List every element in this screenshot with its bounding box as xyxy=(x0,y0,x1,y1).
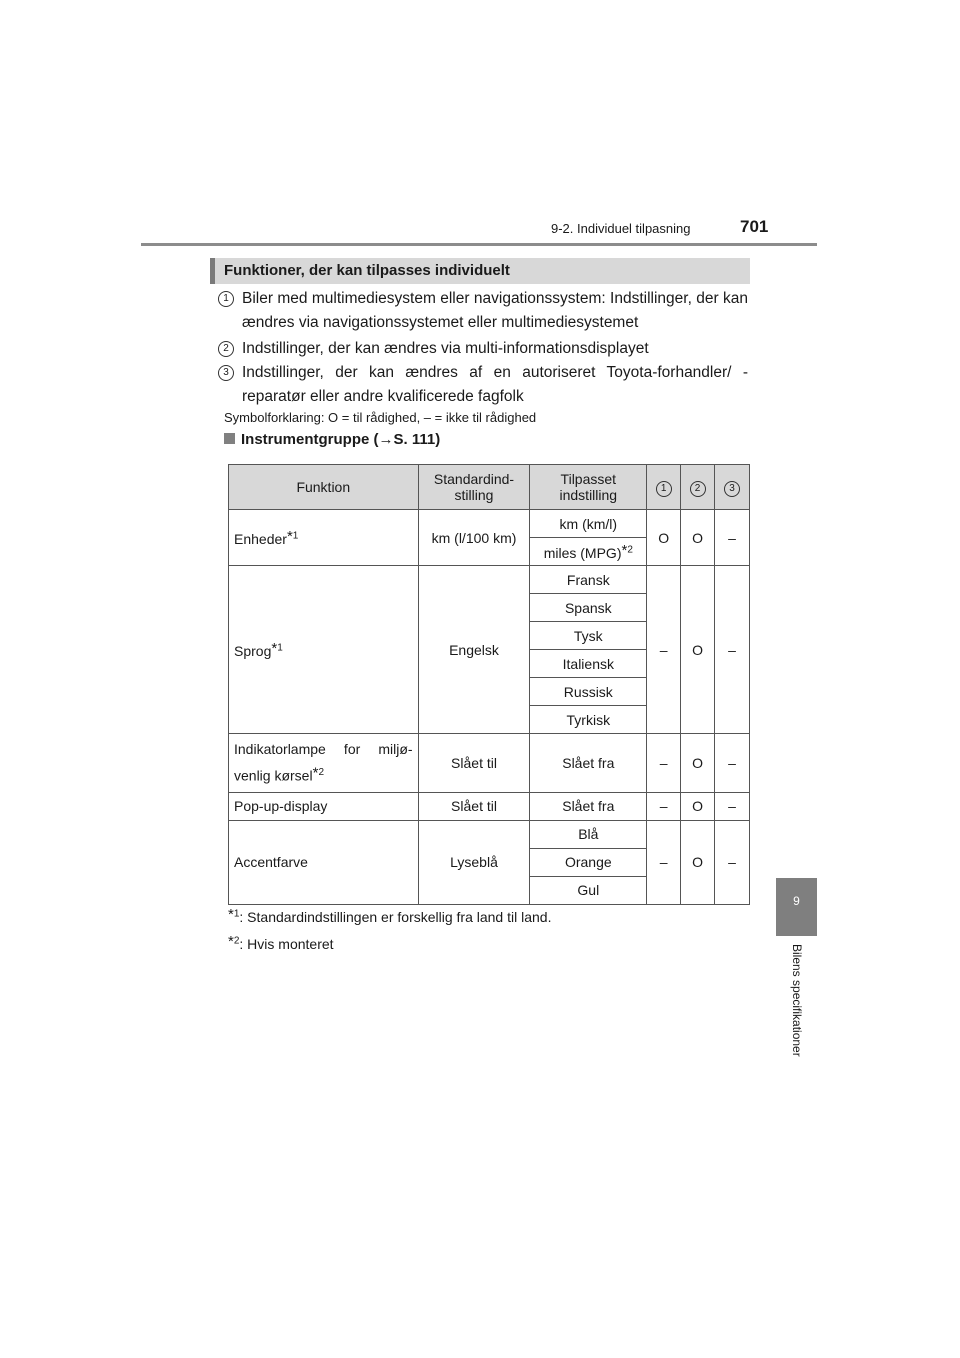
chapter-number: 9 xyxy=(793,894,800,908)
list-item xyxy=(218,337,748,363)
sprog-option: Fransk xyxy=(530,566,647,594)
item-number-circle: 3 xyxy=(218,365,234,381)
accent-option: Blå xyxy=(530,820,647,848)
availability-cell: O xyxy=(681,734,715,793)
row-sprog-name xyxy=(229,566,419,734)
list-item xyxy=(218,287,748,337)
availability-cell: O xyxy=(681,510,715,566)
footnote-sup: 2 xyxy=(318,767,324,778)
footnote-sup: 1 xyxy=(292,530,299,542)
availability-cell: – xyxy=(715,566,750,734)
item-number-circle: 1 xyxy=(218,291,234,307)
availability-cell: – xyxy=(715,510,750,566)
col-header-funktion: Funktion xyxy=(229,465,419,510)
square-bullet-icon xyxy=(224,433,235,444)
cell-text: miles (MPG) xyxy=(543,545,622,561)
row-popup-custom: Slået fra xyxy=(530,792,647,820)
footnote-sup: 2 xyxy=(627,544,633,556)
list-item xyxy=(218,361,748,411)
section-accent xyxy=(210,258,215,284)
sprog-option: Spansk xyxy=(530,594,647,622)
accent-option: Orange xyxy=(530,848,647,876)
footnote-star: * xyxy=(286,528,293,545)
row-enheder-opt2 xyxy=(530,538,647,566)
col-number-circle: 1 xyxy=(656,481,672,497)
availability-cell: – xyxy=(647,734,681,793)
row-sprog-default: Engelsk xyxy=(418,566,530,734)
col-number-circle: 2 xyxy=(690,481,706,497)
footnote-star: * xyxy=(312,764,319,782)
row-indikator-default: Slået til xyxy=(418,734,530,793)
availability-cell: O xyxy=(681,820,715,904)
footnote-sup: 1 xyxy=(277,642,283,654)
footnote xyxy=(228,933,334,952)
header-rule xyxy=(141,243,817,246)
row-enheder-default: km (l/100 km) xyxy=(418,510,530,566)
footnote-sup: 2 xyxy=(233,935,240,947)
row-popup-name: Pop-up-display xyxy=(229,792,419,820)
table-row xyxy=(229,820,750,848)
table-row xyxy=(229,792,750,820)
cell-text: Sprog xyxy=(234,643,272,659)
table-row xyxy=(229,510,750,538)
col-header-standard: Standardind- stilling xyxy=(418,465,530,510)
running-header: 9-2. Individuel tilpasning xyxy=(551,221,691,236)
row-enheder-name xyxy=(229,510,419,566)
availability-cell: O xyxy=(681,792,715,820)
item-number-circle: 2 xyxy=(218,341,234,357)
col-header-2 xyxy=(681,465,715,510)
sprog-option: Tysk xyxy=(530,622,647,650)
cell-text: Indikatorlampe for miljø-venlig kørsel xyxy=(234,741,413,784)
table-row xyxy=(229,566,750,594)
col-header-3 xyxy=(715,465,750,510)
item-text: Biler med multimediesystem eller navigationssystem: Indstillinger, der kan ændres via navigationssystemet eller multimediesystemet xyxy=(242,290,748,331)
footnote xyxy=(228,906,551,925)
section-title: Funktioner, der kan tilpasses individuelt xyxy=(224,262,510,279)
row-popup-default: Slået til xyxy=(418,792,530,820)
chapter-tab xyxy=(776,878,817,936)
accent-option: Gul xyxy=(530,876,647,904)
availability-cell: – xyxy=(647,820,681,904)
item-text: Indstillinger, der kan ændres af en autoriseret Toyota-forhandler/ -reparatør eller andre kvalificerede fagfolk xyxy=(242,364,748,405)
footnote-sup: 1 xyxy=(233,908,240,920)
page-number: 701 xyxy=(740,217,769,236)
footnote-text: : Hvis monteret xyxy=(239,936,334,952)
section-title-bar xyxy=(210,258,750,284)
sprog-option: Italiensk xyxy=(530,650,647,678)
row-enheder-opt1: km (km/l) xyxy=(530,510,647,538)
row-accent-name: Accentfarve xyxy=(229,820,419,904)
sprog-option: Tyrkisk xyxy=(530,706,647,734)
table-row xyxy=(229,734,750,793)
footnote-text: : Standardindstillingen er forskellig fra land til land. xyxy=(239,909,552,925)
table-header-row xyxy=(229,465,750,510)
row-indikator-custom: Slået fra xyxy=(530,734,647,793)
footnote-star: * xyxy=(228,933,234,950)
subheading xyxy=(224,431,440,448)
cell-text: Enheder xyxy=(234,531,287,547)
availability-cell: – xyxy=(715,734,750,793)
chapter-label-text: Bilens specifikationer xyxy=(790,944,804,1057)
sprog-option: Russisk xyxy=(530,678,647,706)
row-accent-default: Lyseblå xyxy=(418,820,530,904)
chapter-label xyxy=(790,944,804,1080)
subheading-text: Instrumentgruppe (→S. 111) xyxy=(241,431,441,448)
col-header-tilpasset: Tilpasset indstilling xyxy=(530,465,647,510)
availability-cell: – xyxy=(647,566,681,734)
symbol-legend: Symbolforklaring: O = til rådighed, – = ikke til rådighed xyxy=(224,410,537,425)
footnote-star: * xyxy=(271,640,278,657)
availability-cell: – xyxy=(715,820,750,904)
footnote-star: * xyxy=(621,542,628,559)
col-number-circle: 3 xyxy=(724,481,740,497)
availability-cell: O xyxy=(681,566,715,734)
availability-cell: O xyxy=(647,510,681,566)
availability-cell: – xyxy=(715,792,750,820)
footnote-star: * xyxy=(228,906,234,923)
availability-cell: – xyxy=(647,792,681,820)
settings-table xyxy=(228,464,750,905)
col-header-1 xyxy=(647,465,681,510)
item-text: Indstillinger, der kan ændres via multi-informationsdisplayet xyxy=(242,340,649,357)
row-indikator-name xyxy=(229,734,419,793)
